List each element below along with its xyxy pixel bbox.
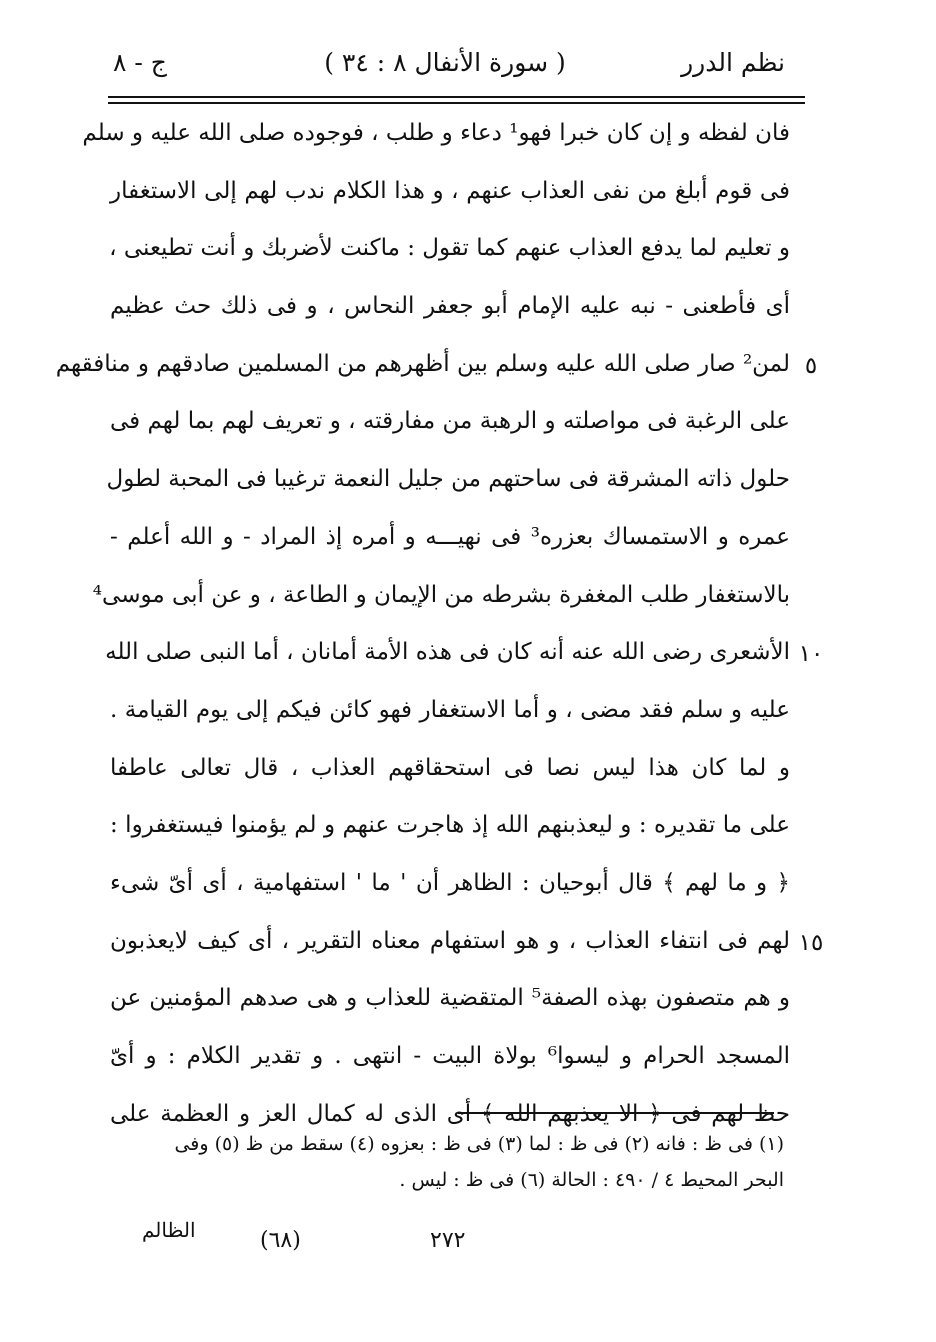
line-text: أى فأطعنى - نبه عليه الإمام أبو جعفر النحاس ، و فى ذلك حث عظيم xyxy=(110,293,790,320)
header-double-rule xyxy=(108,96,805,104)
line-text: لهم فى انتفاء العذاب ، و هو استفهام معناه التقرير ، أى كيف لايعذبون xyxy=(110,927,790,954)
footnote-line: البحر المحيط ٤ / ٤٩٠ : الحالة (٦) فى ظ : ليس . xyxy=(399,1169,784,1191)
page-number: ٢٧٢ xyxy=(430,1228,466,1253)
main-text xyxy=(55,112,824,1150)
line-number: ٥ xyxy=(804,352,818,379)
book-title: نظم الدرر xyxy=(681,48,785,77)
line-text: فان لفظه و إن كان خبرا فهو¹ دعاء و طلب ، فوجوده صلى الله عليه و سلم xyxy=(82,120,790,146)
text-line xyxy=(104,285,790,343)
text-line xyxy=(104,920,824,978)
page-footer xyxy=(100,1218,560,1268)
text-line xyxy=(104,170,790,228)
line-text: عليه و سلم فقد مضى ، و أما الاستغفار فهو كائن فيكم إلى يوم القيامة . xyxy=(110,696,790,723)
volume-label: ج - ٨ xyxy=(113,48,167,77)
text-line xyxy=(104,862,790,920)
text-line xyxy=(104,977,790,1035)
footnotes xyxy=(104,1126,784,1198)
text-line xyxy=(104,747,790,805)
line-text: المسجد الحرام و ليسوا⁶ بولاة البيت - انتهى . و تقدير الكلام : و أىّ xyxy=(110,1043,790,1069)
text-line xyxy=(104,804,790,862)
line-text: على الرغبة فى مواصلته و الرهبة من مفارقته ، و تعريف لهم بما لهم فى xyxy=(110,408,790,435)
line-text: و هم متصفون بهذه الصفة⁵ المتقضية للعذاب و هى صدهم المؤمنين عن xyxy=(110,985,790,1012)
line-text: ﴿ و ما لهم ﴾ قال أبوحيان : الظاهر أن ' ما ' استفهامية ، أى أىّ شىء xyxy=(110,869,790,896)
text-line xyxy=(92,574,790,632)
text-line xyxy=(82,112,790,170)
line-text: بالاستغفار طلب المغفرة بشرطه من الإيمان و الطاعة ، و عن أبى موسى⁴ xyxy=(92,581,790,608)
page-header xyxy=(105,30,785,94)
sheet-number: (٦٨) xyxy=(260,1228,301,1253)
text-line xyxy=(104,400,790,458)
line-text: و لما كان هذا ليس نصا فى استحقاقهم العذاب ، قال تعالى عاطفا xyxy=(110,754,790,781)
text-line xyxy=(104,1035,790,1093)
text-line xyxy=(104,458,790,516)
text-line xyxy=(104,631,824,689)
line-number: ١٠ xyxy=(798,641,824,668)
text-line xyxy=(104,689,790,747)
line-text: فى قوم أبلغ من نفى العذاب عنهم ، و هذا الكلام ندب لهم إلى الاستغفار xyxy=(110,177,790,204)
line-text: لمن² صار صلى الله عليه وسلم بين أظهرهم من المسلمين صادقهم و منافقهم xyxy=(55,350,790,377)
line-text: و تعليم لما يدفع العذاب عنهم كما تقول : ماكنت لأضربك و أنت تطيعنى ، xyxy=(109,235,790,262)
footnote-separator xyxy=(458,1112,774,1114)
text-line xyxy=(104,516,790,574)
line-text: حظ لهم فى ﴿ الا يعذبهم الله ﴾ أى الذى له كمال العز و العظمة على xyxy=(110,1100,790,1127)
text-line xyxy=(104,227,790,285)
signature-mark: الظالم xyxy=(142,1218,196,1242)
surah-reference: ( سورة الأنفال ٨ : ٣٤ ) xyxy=(324,48,566,77)
text-line xyxy=(55,343,818,401)
line-number: ١٥ xyxy=(798,929,824,956)
line-text: حلول ذاته المشرقة فى ساحتهم من جليل النعمة ترغيبا فى المحبة لطول xyxy=(106,466,790,493)
line-text: الأشعرى رضى الله عنه أنه كان فى هذه الأمة أمانان ، أما النبى صلى الله xyxy=(105,639,790,666)
line-text: على ما تقديره : و ليعذبنهم الله إذ هاجرت عنهم و لم يؤمنوا فيستغفروا : xyxy=(110,812,790,839)
footnote-line: (١) فى ظ : فانه (٢) فى ظ : لما (٣) فى ظ : بعزوه (٤) سقط من ظ (٥) وفى xyxy=(174,1133,784,1155)
line-text: عمره و الاستمساك بعزره³ فى نهيـــه و أمره إذ المراد - و الله أعلم - xyxy=(110,523,790,550)
